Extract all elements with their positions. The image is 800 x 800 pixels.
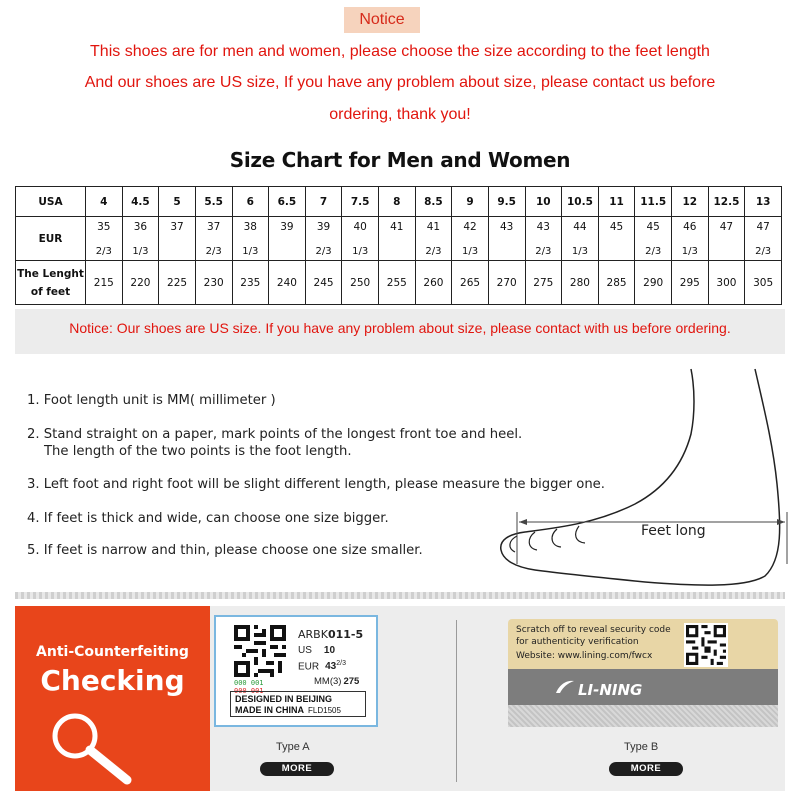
eur-size-cell (195, 217, 232, 261)
eur-size-fraction: 2/3 (336, 660, 346, 667)
usa-size-cell: 8 (379, 187, 416, 217)
eur-size-cell (232, 217, 269, 261)
eur-size-main: 47 (719, 220, 734, 233)
eur-size-cell (672, 217, 709, 261)
eur-size-main: 43 (500, 220, 514, 233)
scratch-text-2: for authenticity verification (516, 637, 639, 647)
usa-size-cell: 4.5 (122, 187, 159, 217)
usa-size-cell: 6.5 (269, 187, 306, 217)
eur-size-cell (342, 217, 379, 261)
foot-length-cell: 255 (379, 261, 416, 305)
eur-size-fraction: 1/3 (462, 245, 479, 257)
eur-size-main: 44 (573, 220, 587, 233)
website-text: Website: www.lining.com/fwcx (516, 651, 653, 661)
foot-length-cell: 290 (635, 261, 672, 305)
type-b-caption: Type B (624, 741, 659, 753)
eur-size-value: 43 (325, 661, 337, 673)
eur-row (16, 217, 782, 261)
mm-size-label: MM(3) (314, 676, 342, 687)
eur-size-main: 35 (97, 220, 111, 233)
usa-size-cell: 9.5 (488, 187, 525, 217)
foot-length-cell: 225 (159, 261, 196, 305)
foot-outline-icon (495, 364, 795, 589)
foot-length-cell: 275 (525, 261, 562, 305)
feet-long-label: Feet long (641, 523, 706, 539)
brand-strip (508, 669, 778, 705)
brand-logo-text: LI-NING (578, 681, 643, 699)
usa-size-cell: 9 (452, 187, 489, 217)
eur-size-cell (635, 217, 672, 261)
usa-size-cell: 11.5 (635, 187, 672, 217)
usa-size-cell: 10 (525, 187, 562, 217)
usa-size-cell: 7.5 (342, 187, 379, 217)
anti-counterfeit-title: Anti-Counterfeiting (36, 644, 189, 660)
size-chart-table (15, 186, 782, 305)
product-code-suffix: 011-5 (327, 628, 364, 641)
eur-size-cell (159, 217, 196, 261)
mm-size (314, 676, 359, 687)
foot-length-cell: 295 (672, 261, 709, 305)
us-size-label: US (298, 645, 312, 656)
origin-box (230, 691, 366, 717)
foot-length-cell: 245 (305, 261, 342, 305)
eur-size-fraction: 2/3 (95, 245, 112, 257)
eur-size-main: 39 (280, 220, 294, 233)
measure-notice: Notice: Our shoes are US size. If you have any problem about size, please contact with us before ordering. (69, 320, 731, 336)
foot-length-cell: 270 (488, 261, 525, 305)
eur-size-fraction: 1/3 (132, 245, 149, 257)
divider (456, 620, 457, 782)
serial-number: 000 001 (234, 679, 264, 687)
step-2-continued: The length of the two points is the foot length. (44, 444, 352, 459)
mm-size-value: 275 (343, 676, 360, 687)
type-b-more-button[interactable]: MORE (609, 762, 683, 776)
eur-size-main: 45 (609, 220, 624, 233)
step-2: 2. Stand straight on a paper, mark points of the longest front toe and heel. (27, 427, 523, 442)
usa-size-cell: 12.5 (708, 187, 745, 217)
usa-size-cell: 12 (672, 187, 709, 217)
usa-size-cell: 6 (232, 187, 269, 217)
usa-size-cell: 4 (86, 187, 123, 217)
usa-size-cell: 13 (745, 187, 782, 217)
eur-size-fraction: 2/3 (315, 245, 332, 257)
fld-code: FLD1505 (308, 706, 341, 715)
anti-counterfeit-panel (15, 606, 785, 791)
anti-counterfeit-banner (15, 606, 210, 791)
notice-line-2: And our shoes are US size, If you have any problem about size, please contact us before (84, 74, 716, 91)
foot-length-cell: 285 (598, 261, 635, 305)
eur-size-cell (379, 217, 416, 261)
usa-size-cell: 5.5 (195, 187, 232, 217)
product-code (298, 628, 363, 641)
usa-size-cell: 5 (159, 187, 196, 217)
eur-size-main: 38 (243, 220, 257, 233)
eur-size-main: 47 (756, 220, 770, 233)
scratch-text-1: Scratch off to reveal security code (516, 625, 671, 635)
size-chart-title: Size Chart for Men and Women (229, 148, 571, 172)
eur-size-main: 37 (207, 220, 221, 233)
eur-size-fraction: 2/3 (535, 245, 552, 257)
type-b-label (508, 619, 778, 727)
usa-row (16, 187, 782, 217)
foot-length-cell: 250 (342, 261, 379, 305)
eur-size-cell (562, 217, 599, 261)
usa-size-cell: 8.5 (415, 187, 452, 217)
eur-size-cell (488, 217, 525, 261)
eur-size-cell (305, 217, 342, 261)
eur-size-main: 41 (390, 220, 404, 233)
length-header-line-1: The Lenght (17, 267, 84, 280)
eur-size-cell (708, 217, 745, 261)
eur-size-fraction: 2/3 (645, 245, 662, 257)
eur-size-cell (269, 217, 306, 261)
step-4: 4. If feet is thick and wide, can choose one size bigger. (27, 511, 389, 526)
length-row (16, 261, 782, 305)
eur-size-main: 40 (353, 220, 367, 233)
dashed-strip (15, 592, 785, 599)
notice-line-1: This shoes are for men and women, please choose the size according to the feet length (90, 43, 710, 60)
us-size-value: 10 (323, 645, 336, 656)
eur-size-cell (86, 217, 123, 261)
usa-size-cell: 10.5 (562, 187, 599, 217)
eur-size-cell (745, 217, 782, 261)
foot-length-cell: 235 (232, 261, 269, 305)
eur-size-main: 41 (426, 220, 441, 233)
step-3: 3. Left foot and right foot will be slight different length, please measure the bigger one. (27, 477, 605, 492)
eur-size-fraction: 2/3 (425, 245, 442, 257)
magnifier-icon (45, 708, 135, 788)
usa-size-cell: 11 (598, 187, 635, 217)
foot-length-cell: 240 (269, 261, 306, 305)
qr-code-icon (684, 623, 728, 667)
eur-size-fraction: 1/3 (681, 245, 698, 257)
eur-size-cell (525, 217, 562, 261)
eur-size-main: 39 (316, 220, 331, 233)
usa-size-cell: 7 (305, 187, 342, 217)
scratch-area (508, 619, 778, 669)
eur-size-main: 45 (646, 220, 660, 233)
foot-length-cell: 305 (745, 261, 782, 305)
checking-title: Checking (40, 664, 185, 697)
foot-length-cell: 260 (415, 261, 452, 305)
foot-length-cell: 215 (86, 261, 123, 305)
eur-size-fraction: 1/3 (571, 245, 588, 257)
eur-size-main: 42 (463, 220, 477, 233)
designed-in-text: DESIGNED IN BEIJING (235, 694, 333, 704)
step-5: 5. If feet is narrow and thin, please choose one size smaller. (27, 543, 423, 558)
length-header-line-2: of feet (30, 285, 71, 298)
type-a-more-button[interactable]: MORE (260, 762, 334, 776)
eur-size-fraction: 1/3 (242, 245, 259, 257)
eur-size-main: 43 (536, 220, 550, 233)
eur-size-main: 37 (170, 220, 184, 233)
eur-size-fraction: 2/3 (205, 245, 222, 257)
li-ning-logo-icon (554, 679, 576, 695)
length-header (16, 261, 86, 305)
notice-badge: Notice (344, 7, 420, 33)
foot-length-cell: 230 (195, 261, 232, 305)
foot-length-cell: 300 (708, 261, 745, 305)
made-in-text (235, 705, 361, 716)
serial-number: 000 001 (234, 687, 264, 695)
foot-length-cell: 265 (452, 261, 489, 305)
eur-size-cell (122, 217, 159, 261)
eur-header: EUR (16, 217, 86, 261)
foot-length-cell: 280 (562, 261, 599, 305)
eur-size (298, 660, 346, 672)
scratch-pattern (508, 705, 778, 727)
made-in-label: MADE IN CHINA (235, 705, 304, 715)
eur-size-main: 36 (133, 220, 148, 233)
notice-line-3: ordering, thank you! (329, 106, 471, 123)
eur-size-cell (598, 217, 635, 261)
eur-size-main: 46 (683, 220, 697, 233)
step-1: 1. Foot length unit is MM( millimeter ) (27, 393, 276, 408)
usa-header: USA (16, 187, 86, 217)
eur-size-cell (415, 217, 452, 261)
qr-code-icon (234, 625, 286, 677)
foot-length-cell: 220 (122, 261, 159, 305)
type-a-label (214, 615, 378, 727)
eur-size-fraction: 1/3 (352, 245, 369, 257)
measure-panel (15, 309, 785, 599)
us-size (298, 645, 335, 656)
eur-size-cell (452, 217, 489, 261)
type-a-caption: Type A (276, 741, 310, 753)
product-code-prefix: ARBK (298, 628, 328, 641)
eur-size-fraction: 2/3 (755, 245, 772, 257)
eur-size-label: EUR (298, 661, 320, 673)
